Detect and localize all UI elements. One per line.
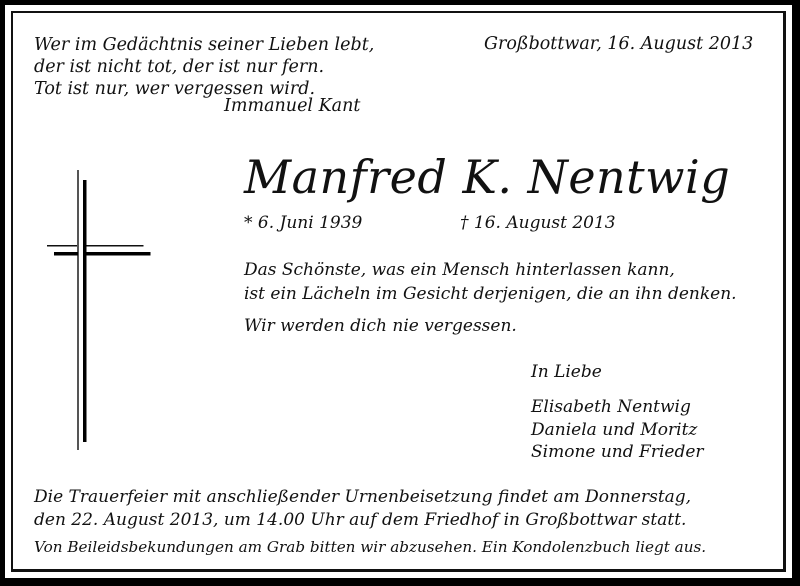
kant-quote xyxy=(34,34,374,100)
saying-line: ist ein Lächeln im Gesicht derjenigen, die an ihn denken. xyxy=(244,284,737,304)
mourners-list xyxy=(531,396,704,464)
mourner-name: Simone und Frieder xyxy=(531,442,704,462)
memorial-saying xyxy=(244,258,737,306)
place-date: Großbottwar, 16. August 2013 xyxy=(484,34,754,54)
mourner-name: Daniela und Moritz xyxy=(531,419,698,440)
quote-line: Tot ist nur, wer vergessen wird. xyxy=(34,79,316,99)
quote-author: Immanuel Kant xyxy=(224,96,361,116)
saying-line: Das Schönste, was ein Mensch hinterlassen kann, xyxy=(244,260,675,280)
closing-line: Wir werden dich nie vergessen. xyxy=(244,316,517,336)
ceremony-line: den 22. August 2013, um 14.00 Uhr auf dem Friedhof in Großbottwar statt. xyxy=(34,510,687,530)
ceremony-info xyxy=(34,486,691,532)
cross-icon xyxy=(44,170,154,450)
deceased-name: Manfred K. Nentwig xyxy=(244,150,731,204)
quote-line: der ist nicht tot, der ist nur fern. xyxy=(34,57,325,77)
mourner-name: Elisabeth Nentwig xyxy=(531,397,691,417)
condolence-note: Von Beileidsbekundungen am Grab bitten wir abzusehen. Ein Kondolenzbuch liegt aus. xyxy=(34,538,707,556)
mourners-intro: In Liebe xyxy=(531,362,602,382)
ceremony-line: Die Trauerfeier mit anschließender Urnenbeisetzung findet am Donnerstag, xyxy=(34,487,692,507)
death-date: † 16. August 2013 xyxy=(460,213,616,233)
quote-line: Wer im Gedächtnis seiner Lieben lebt, xyxy=(34,35,375,55)
birth-date: * 6. Juni 1939 xyxy=(244,213,363,233)
